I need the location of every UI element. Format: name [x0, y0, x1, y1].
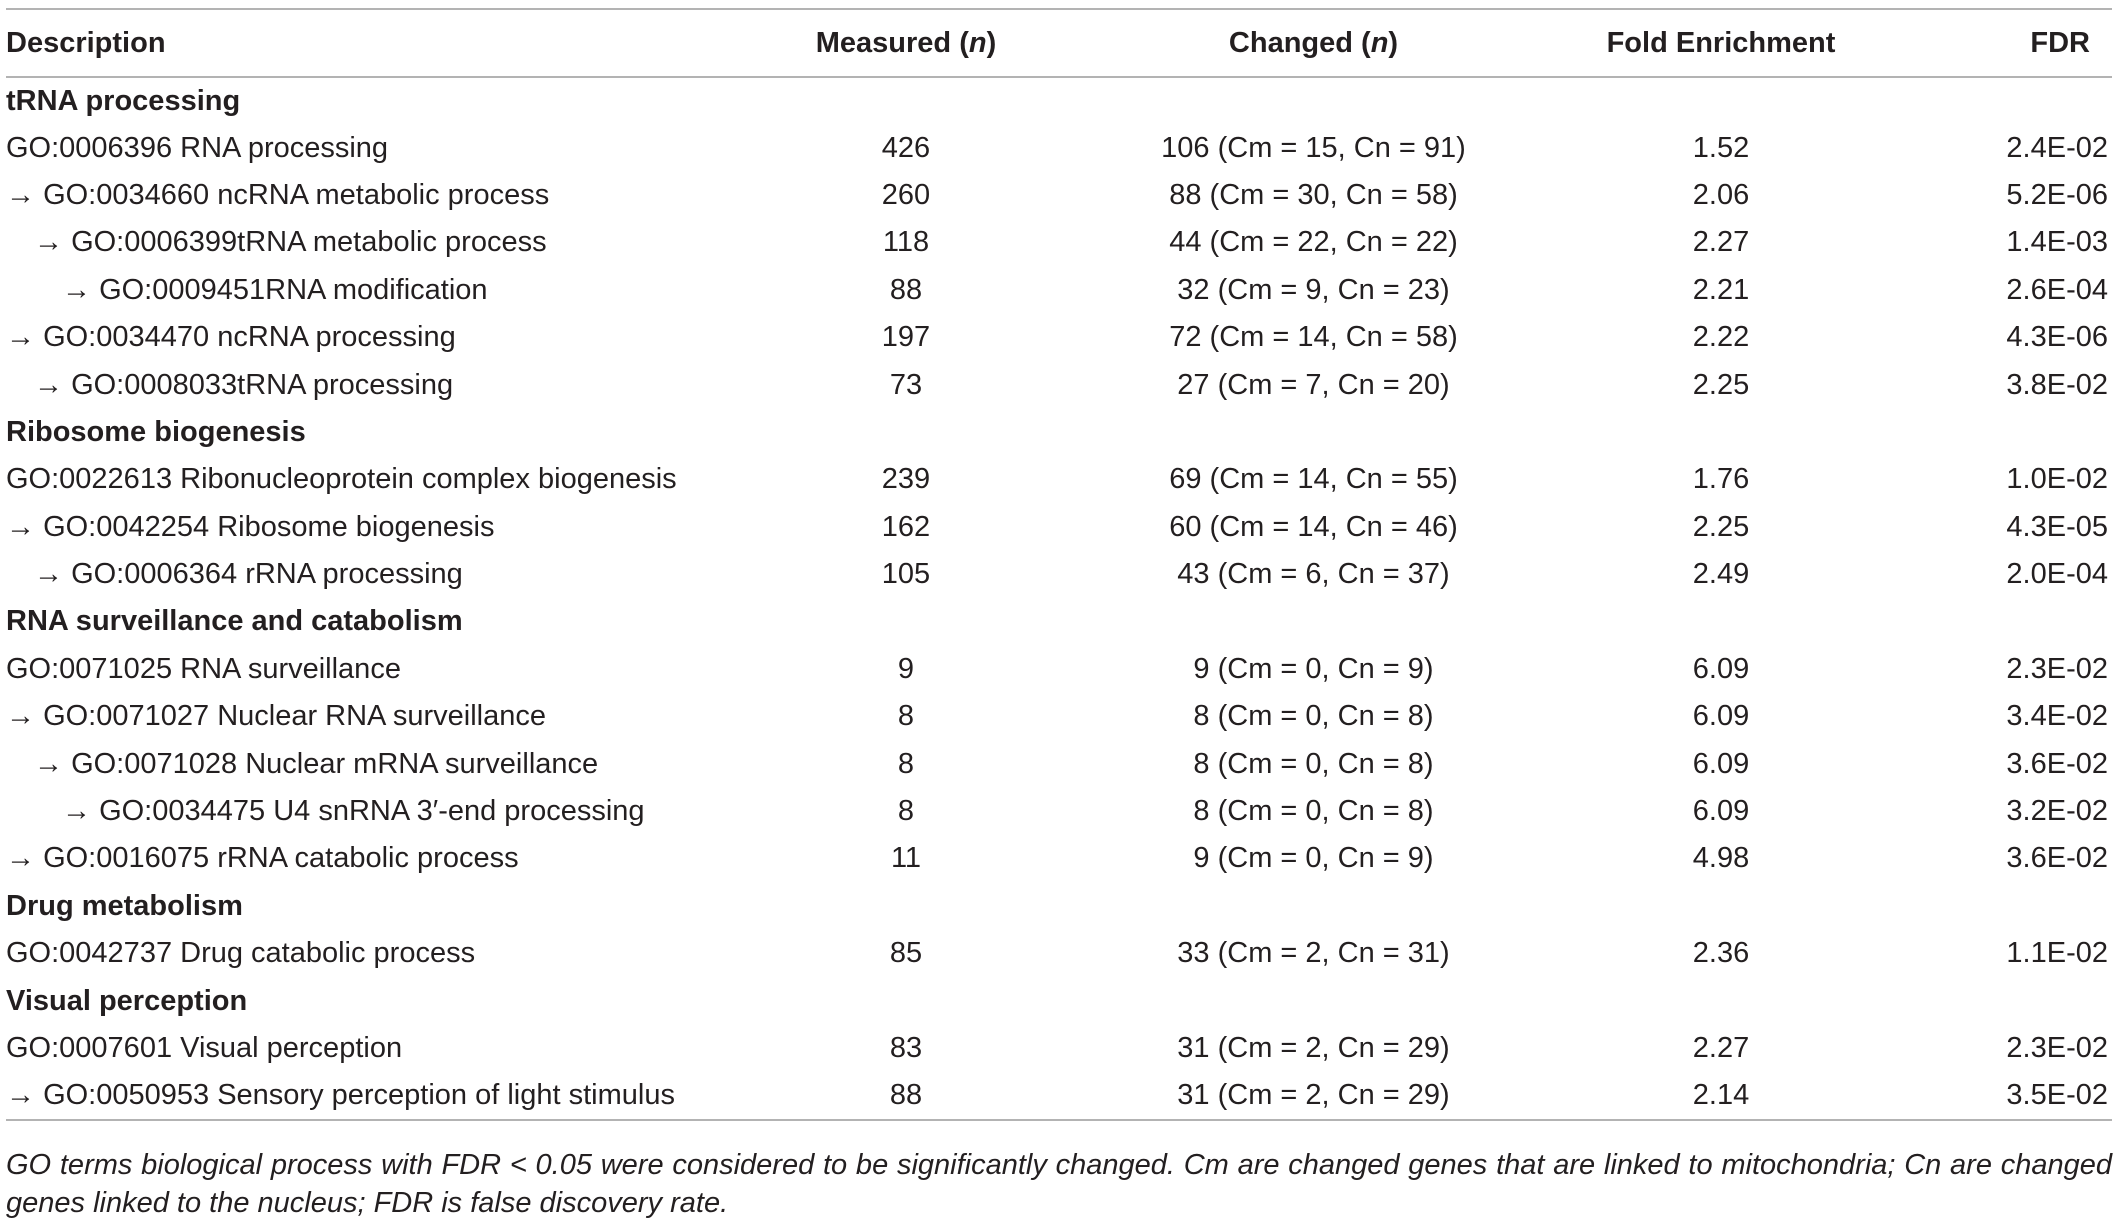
cell-fdr: 4.3E-06: [2006, 321, 2108, 354]
go-term-label: GO:0007601 Visual perception: [6, 1032, 403, 1064]
header-row: [6, 9, 2112, 77]
go-term-label: GO:0006364 rRNA processing: [71, 558, 463, 591]
arrow-prefix: →: [34, 368, 72, 401]
table-row: [6, 835, 2112, 882]
go-term-label: GO:0006396 RNA processing: [6, 131, 389, 164]
cell-changed: 9 (Cm = 0, Cn = 9): [1193, 842, 1434, 875]
table-row: [6, 1025, 2112, 1072]
cell-changed: 106 (Cm = 15, Cn = 91): [1161, 131, 1466, 164]
table-row: [6, 124, 2112, 171]
cell-changed: 43 (Cm = 6, Cn = 37): [1177, 558, 1450, 591]
go-term-label: GO:0042254 Ribosome biogenesis: [43, 510, 495, 543]
cell-measured: 260: [881, 178, 931, 211]
cell-fdr: 4.3E-05: [2006, 510, 2108, 543]
cell-fdr: 3.4E-02: [2006, 700, 2108, 733]
cell-fdr: 2.4E-02: [2006, 131, 2108, 164]
arrow-prefix: →: [6, 178, 44, 211]
cell-fold-enrichment: 2.49: [1692, 558, 1750, 591]
arrow-prefix: →: [34, 226, 72, 259]
cell-measured: 8: [897, 700, 915, 733]
cell-description: [6, 124, 726, 171]
cell-description: [6, 1025, 726, 1072]
cell-changed: 8 (Cm = 0, Cn = 8): [1193, 700, 1434, 733]
cell-fold-enrichment: 6.09: [1692, 700, 1750, 733]
cell-description: [6, 835, 726, 882]
cell-fdr: 3.8E-02: [2006, 368, 2108, 401]
section-title: Visual perception: [6, 984, 248, 1017]
cell-measured: 239: [881, 463, 931, 496]
go-term-label: GO:0008033tRNA processing: [71, 368, 454, 401]
cell-fold-enrichment: 6.09: [1692, 795, 1750, 828]
arrow-prefix: →: [6, 842, 44, 875]
table-row: [6, 930, 2112, 977]
cell-measured: 11: [890, 842, 922, 875]
col-header-description: Description: [6, 9, 726, 77]
cell-measured: 162: [881, 510, 931, 543]
cell-fold-enrichment: 2.14: [1541, 1072, 1901, 1119]
col-header-measured: Measured (n): [726, 9, 1086, 77]
table-row: [6, 551, 2112, 598]
cell-fold-enrichment: 6.09: [1692, 652, 1750, 685]
cell-changed: 27 (Cm = 7, Cn = 20): [1177, 368, 1450, 401]
cell-measured: 88: [726, 1072, 1086, 1119]
cell-changed: 9 (Cm = 0, Cn = 9): [1193, 652, 1434, 685]
cell-changed: 31 (Cm = 2, Cn = 29): [1086, 1072, 1541, 1119]
cell-measured: 8: [897, 747, 915, 780]
section-row: [6, 977, 2112, 1024]
go-term-label: GO:0050953 Sensory perception of light stimulus: [43, 1078, 675, 1111]
section-row: [6, 598, 2112, 645]
cell-measured: 118: [882, 226, 930, 259]
cell-description: [6, 267, 726, 314]
col-header-changed: Changed (n): [1086, 9, 1541, 77]
cell-fdr: 3.6E-02: [2006, 747, 2108, 780]
arrow-prefix: →: [62, 795, 100, 828]
cell-description: [6, 551, 726, 598]
cell-changed: 72 (Cm = 14, Cn = 58): [1169, 321, 1458, 354]
cell-description: [6, 219, 726, 266]
go-term-label: GO:0034660 ncRNA metabolic process: [43, 178, 550, 211]
cell-fold-enrichment: 4.98: [1692, 842, 1750, 875]
go-term-label: GO:0009451RNA modification: [99, 273, 488, 306]
table-footnote: GO terms biological process with FDR < 0.05 were considered to be significantly changed. Cm are changed genes that are linked to mitochondria; Cn are changed genes linked to the nucleus; FDR is false discovery rate.: [6, 1149, 2112, 1219]
table-row: [6, 219, 2112, 266]
cell-fdr: 2.6E-04: [2006, 273, 2108, 306]
cell-fold-enrichment: 6.09: [1692, 747, 1750, 780]
cell-description: [6, 1072, 726, 1119]
cell-fold-enrichment: 1.76: [1692, 463, 1750, 496]
go-term-label: GO:0034470 ncRNA processing: [43, 321, 456, 354]
cell-changed: 33 (Cm = 2, Cn = 31): [1177, 937, 1450, 970]
go-term-label: GO:0071028 Nuclear mRNA surveillance: [71, 747, 599, 780]
cell-measured: 73: [889, 368, 923, 401]
arrow-prefix: →: [62, 273, 100, 306]
cell-fdr: 3.2E-02: [2006, 795, 2108, 828]
cell-changed: 31 (Cm = 2, Cn = 29): [1177, 1032, 1450, 1064]
cell-description: [6, 788, 726, 835]
go-term-label: GO:0071027 Nuclear RNA surveillance: [43, 700, 546, 733]
section-title: Ribosome biogenesis: [6, 415, 306, 448]
table-row: [6, 361, 2112, 408]
cell-fold-enrichment: 2.25: [1692, 368, 1750, 401]
section-row: [6, 77, 2112, 124]
cell-description: [6, 456, 726, 503]
cell-fdr: 1.1E-02: [2006, 937, 2108, 970]
table-row: [6, 693, 2112, 740]
arrow-prefix: →: [6, 700, 44, 733]
cell-fdr: 2.3E-02: [2006, 1032, 2108, 1064]
cell-measured: 426: [881, 131, 931, 164]
cell-fold-enrichment: 2.36: [1692, 937, 1750, 970]
arrow-prefix: →: [34, 558, 72, 591]
go-enrichment-table: [6, 8, 2112, 1121]
go-term-label: GO:0022613 Ribonucleoprotein complex biogenesis: [6, 463, 677, 496]
cell-description: [6, 693, 726, 740]
cell-fdr: 3.5E-02: [1901, 1072, 2112, 1119]
arrow-prefix: →: [6, 1078, 44, 1111]
section-title: RNA surveillance and catabolism: [6, 605, 463, 638]
table-row: [6, 788, 2112, 835]
cell-description: [6, 361, 726, 408]
cell-description: [6, 646, 726, 693]
table-body: [6, 77, 2112, 1120]
cell-description: [6, 740, 726, 787]
cell-fold-enrichment: 1.52: [1692, 131, 1750, 164]
cell-changed: 8 (Cm = 0, Cn = 8): [1193, 747, 1434, 780]
go-term-label: GO:0042737 Drug catabolic process: [6, 937, 476, 970]
cell-fdr: 3.6E-02: [2006, 842, 2108, 875]
cell-fold-enrichment: 2.06: [1692, 178, 1750, 211]
cell-measured: 8: [897, 795, 915, 828]
cell-description: [6, 930, 726, 977]
section-row: [6, 409, 2112, 456]
cell-description: [6, 504, 726, 551]
cell-fdr: 2.0E-04: [2006, 558, 2108, 591]
cell-changed: 88 (Cm = 30, Cn = 58): [1169, 178, 1458, 211]
go-term-label: GO:0034475 U4 snRNA 3′-end processing: [99, 795, 645, 828]
section-title: Drug metabolism: [6, 889, 243, 922]
cell-measured: 85: [889, 937, 923, 970]
table-row: [6, 314, 2112, 361]
cell-fdr: 5.2E-06: [2006, 178, 2108, 211]
table-row: [6, 267, 2112, 314]
cell-changed: 60 (Cm = 14, Cn = 46): [1169, 510, 1458, 543]
cell-changed: 44 (Cm = 22, Cn = 22): [1169, 226, 1458, 259]
cell-changed: 8 (Cm = 0, Cn = 8): [1193, 795, 1434, 828]
section-title: tRNA processing: [6, 84, 241, 117]
arrow-prefix: →: [6, 510, 44, 543]
col-header-fdr: FDR: [1901, 9, 2112, 77]
table-page: [6, 0, 2112, 1228]
cell-description: [6, 172, 726, 219]
cell-fdr: 1.4E-03: [2006, 226, 2108, 259]
cell-changed: 32 (Cm = 9, Cn = 23): [1177, 273, 1450, 306]
arrow-prefix: →: [34, 747, 72, 780]
go-term-label: GO:0071025 RNA surveillance: [6, 652, 401, 685]
go-term-label: GO:0006399tRNA metabolic process: [71, 226, 547, 259]
cell-measured: 88: [889, 273, 923, 306]
cell-measured: 197: [881, 321, 931, 354]
go-term-label: GO:0016075 rRNA catabolic process: [43, 842, 519, 875]
cell-fold-enrichment: 2.21: [1692, 273, 1750, 306]
table-row: [6, 504, 2112, 551]
table-row: [6, 740, 2112, 787]
cell-fold-enrichment: 2.22: [1692, 321, 1750, 354]
arrow-prefix: →: [6, 321, 44, 354]
section-row: [6, 883, 2112, 930]
cell-changed: 69 (Cm = 14, Cn = 55): [1169, 463, 1458, 496]
cell-fold-enrichment: 2.25: [1692, 510, 1750, 543]
cell-measured: 83: [889, 1032, 923, 1064]
cell-fold-enrichment: 2.27: [1692, 226, 1750, 259]
cell-fold-enrichment: 2.27: [1692, 1032, 1750, 1064]
cell-measured: 9: [897, 652, 915, 685]
table-row: [6, 1072, 2112, 1119]
table-row: [6, 646, 2112, 693]
col-header-fold-enrichment: Fold Enrichment: [1541, 9, 1901, 77]
cell-fdr: 1.0E-02: [2006, 463, 2108, 496]
table-row: [6, 172, 2112, 219]
table-row: [6, 456, 2112, 503]
cell-fdr: 2.3E-02: [2006, 652, 2108, 685]
cell-description: [6, 314, 726, 361]
cell-measured: 105: [881, 558, 931, 591]
